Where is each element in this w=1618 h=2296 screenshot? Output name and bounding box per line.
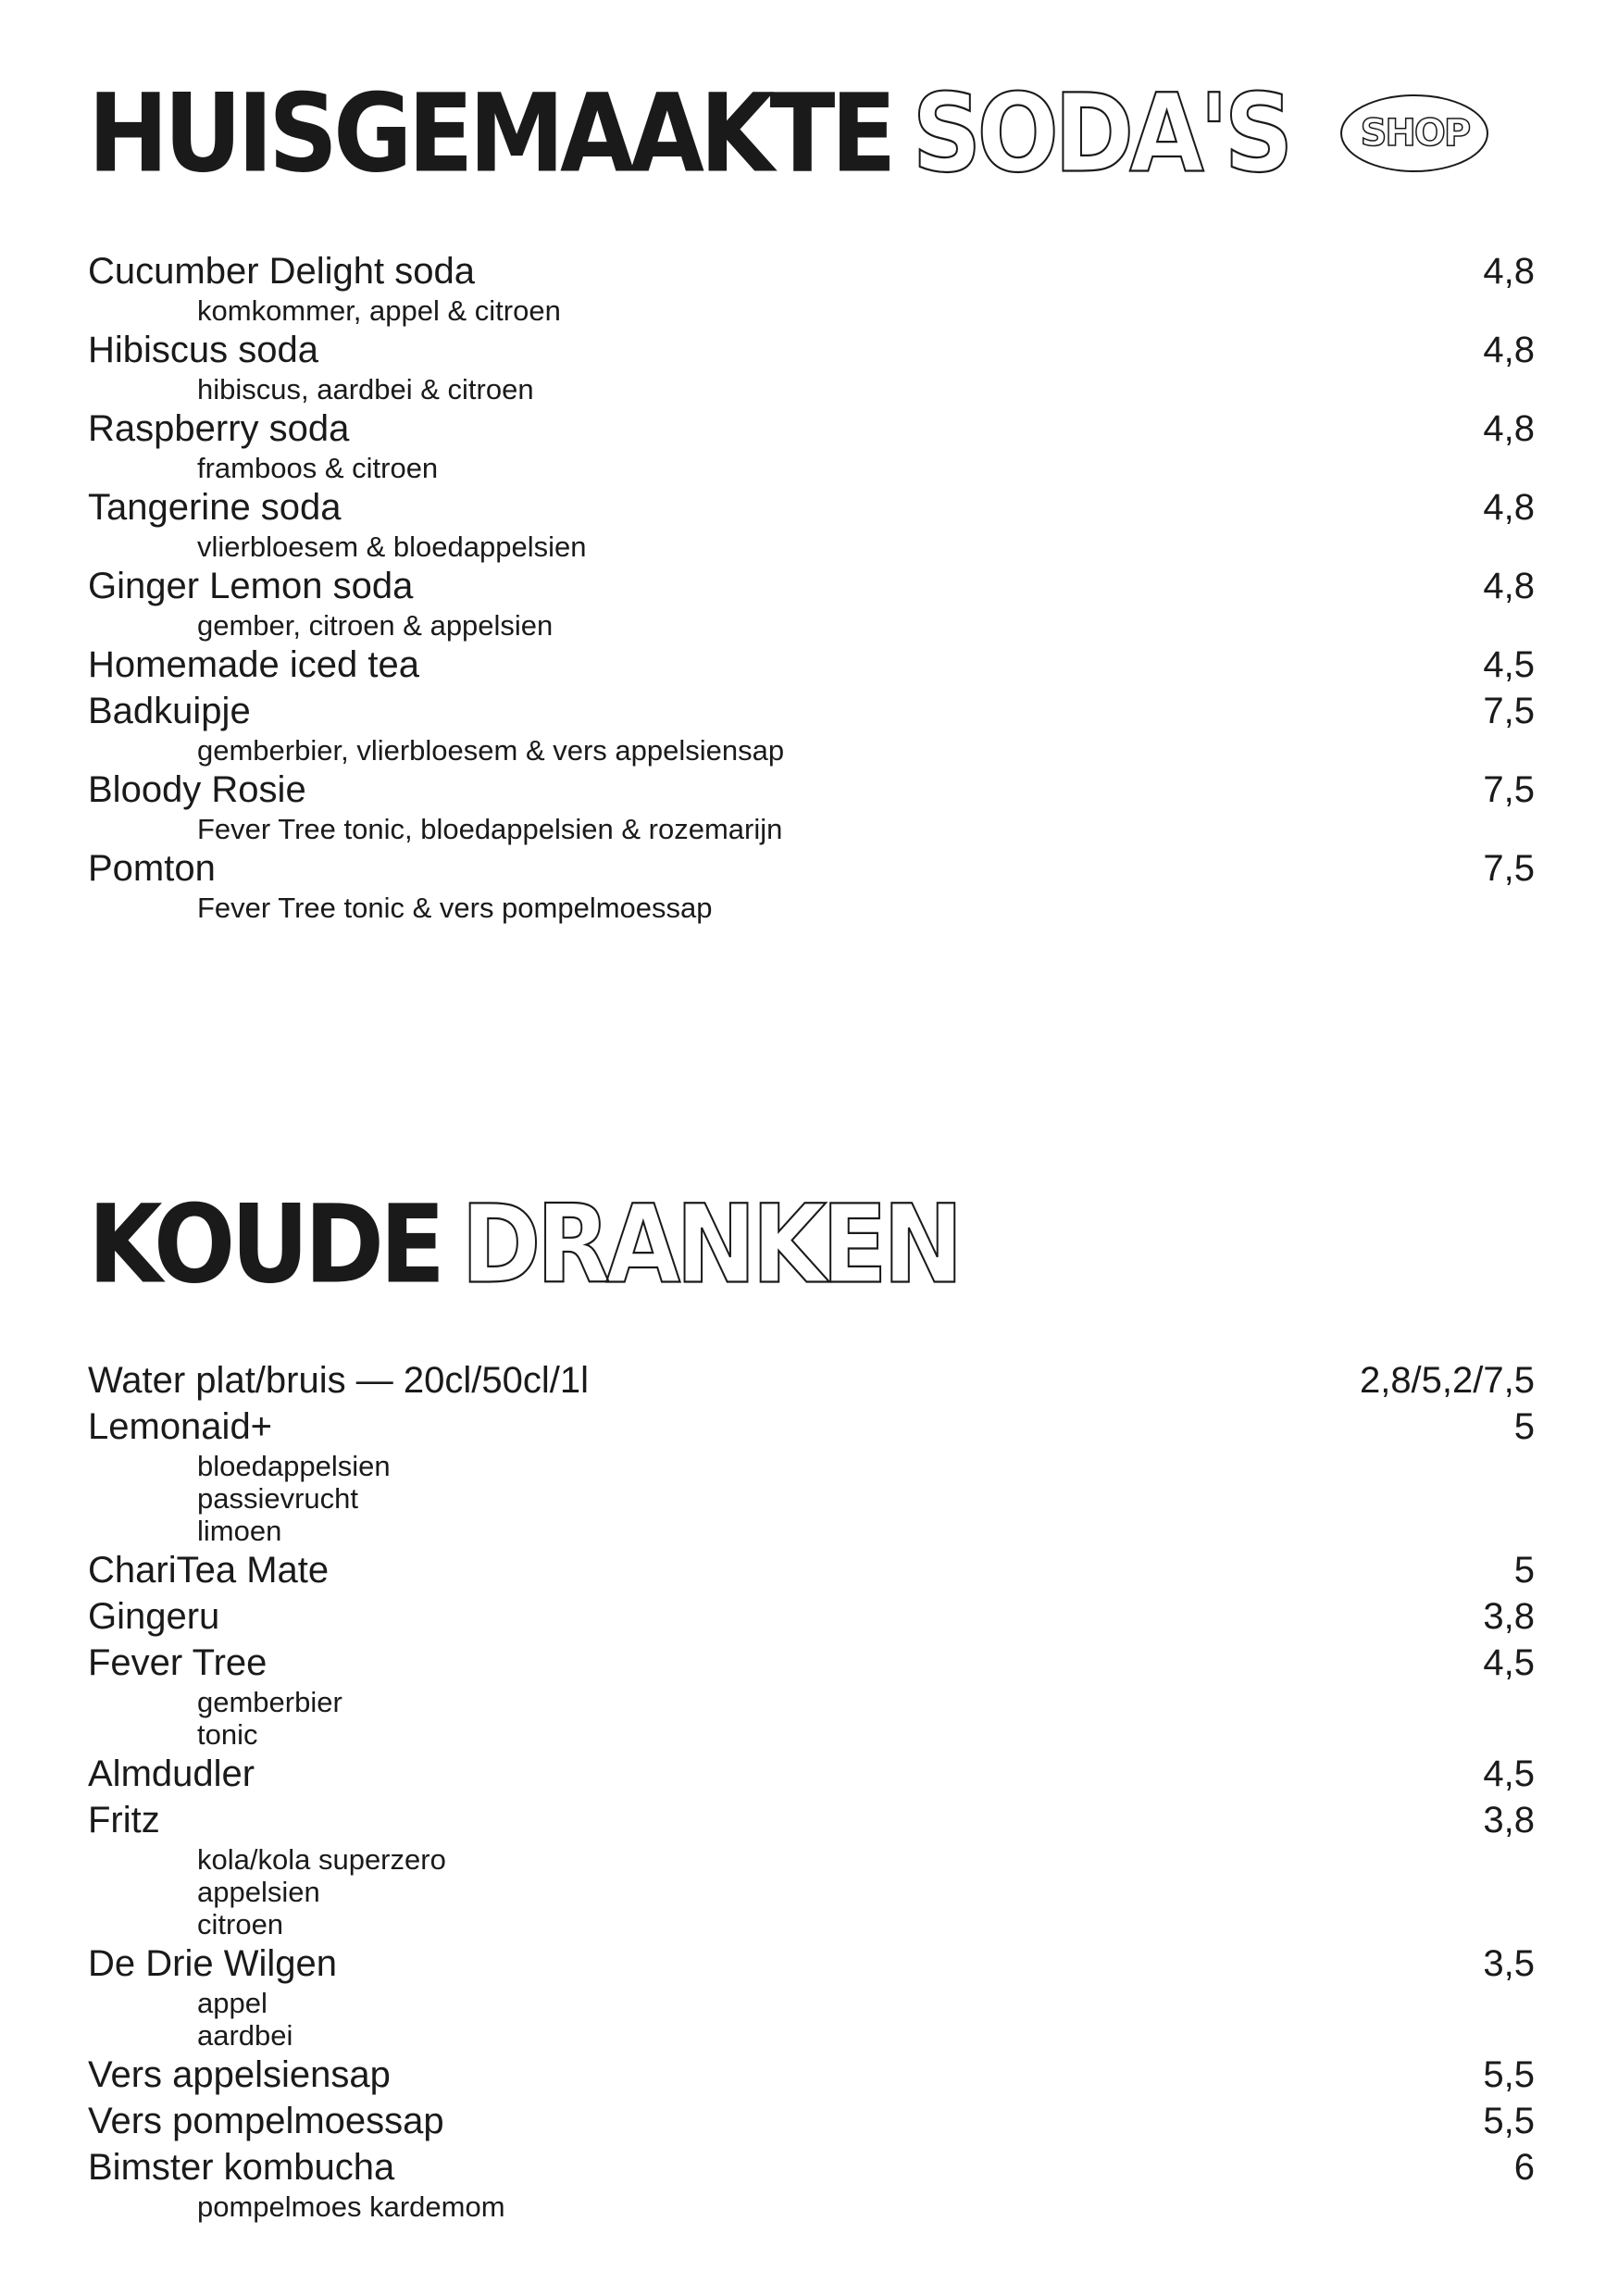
item-description [197,452,1535,484]
menu-item [88,2052,1535,2098]
menu-list [88,248,1535,924]
menu-item [88,563,1535,642]
heading-solid: HUISGEMAAKTE [88,69,892,197]
menu-item-row [88,1640,1535,1686]
menu-item-row [88,2098,1535,2144]
item-name: Fever Tree [88,1642,268,1683]
item-price: 5 [1513,1406,1535,1447]
item-name: Ginger Lemon soda [88,566,414,606]
menu-item-row [88,406,1535,452]
item-description-line: gemberbier [197,1686,342,1718]
menu-item-row [88,484,1535,530]
section-heading [88,1180,1535,1308]
shop-badge[interactable] [1340,94,1488,172]
item-price: 3,8 [1483,1596,1535,1637]
menu-item [88,2144,1535,2223]
item-name: Water plat/bruis — 20cl/50cl/1l [88,1360,589,1401]
item-description-line: framboos & citroen [197,452,439,484]
menu-item [88,1797,1535,1940]
item-name: Gingeru [88,1596,220,1637]
item-name: Pomton [88,848,216,889]
item-description-line: gemberbier, vlierbloesem & vers appelsiensap [197,734,785,767]
menu-item-row [88,845,1535,892]
item-name: Tangerine soda [88,487,342,528]
item-name: Hibiscus soda [88,330,319,370]
item-price: 4,8 [1483,487,1535,528]
item-name: Raspberry soda [88,408,350,449]
item-description [197,609,1535,642]
menu-item-row [88,248,1535,294]
menu-item [88,688,1535,767]
menu-item [88,1751,1535,1797]
item-name: De Drie Wilgen [88,1943,337,1984]
item-price: 4,8 [1483,330,1535,370]
item-description-line: Fever Tree tonic, bloedappelsien & rozemarijn [197,813,783,845]
menu-item [88,767,1535,845]
item-description-line: tonic [197,1718,258,1751]
item-price: 3,5 [1483,1943,1535,1984]
menu-item-row [88,688,1535,734]
item-name: Badkuipje [88,691,251,731]
item-description-line: appelsien [197,1876,320,1908]
menu-item [88,1404,1535,1547]
item-description [197,1450,1535,1547]
item-price: 5,5 [1483,2054,1535,2095]
menu-item [88,1940,1535,2052]
item-description [197,813,1535,845]
item-name: Vers pompelmoessap [88,2101,444,2141]
item-description [197,2190,1535,2223]
shop-badge-label: SHOP [1360,112,1470,155]
item-name: Bloody Rosie [88,769,306,810]
section-heading [88,69,1535,197]
menu-item [88,327,1535,406]
item-description-line: pompelmoes kardemom [197,2190,505,2223]
item-name: Cucumber Delight soda [88,251,475,292]
menu-item-row [88,1357,1535,1404]
item-description-line: gember, citroen & appelsien [197,609,554,642]
menu-item-row [88,1940,1535,1987]
menu-item-row [88,642,1535,688]
item-price: 4,8 [1483,566,1535,606]
section-huisgemaakte-sodas [88,69,1535,924]
item-description-line: appel [197,1987,268,2019]
menu-item-row [88,1404,1535,1450]
item-name: ChariTea Mate [88,1550,330,1591]
item-price: 2,8/5,2/7,5 [1359,1360,1535,1401]
item-description-line: vlierbloesem & bloedappelsien [197,530,587,563]
item-price: 4,8 [1483,408,1535,449]
menu-item-row [88,1593,1535,1640]
menu-item-row [88,2052,1535,2098]
item-description-line: komkommer, appel & citroen [197,294,561,327]
item-price: 7,5 [1483,848,1535,889]
item-price: 7,5 [1483,691,1535,731]
item-description [197,1987,1535,2052]
item-description [197,1686,1535,1751]
item-price: 7,5 [1483,769,1535,810]
item-description-line: aardbei [197,2019,293,2052]
menu-item-row [88,1547,1535,1593]
menu-item-row [88,563,1535,609]
item-price: 5 [1513,1550,1535,1591]
item-name: Almdudler [88,1753,255,1794]
item-description-line: kola/kola superzero [197,1843,446,1876]
item-name: Homemade iced tea [88,644,419,685]
item-description [197,294,1535,327]
section-koude-dranken [88,1180,1535,2223]
heading-solid: KOUDE [88,1180,442,1308]
item-price: 3,8 [1483,1800,1535,1841]
item-description-line: bloedappelsien [197,1450,391,1482]
item-price: 4,5 [1483,1753,1535,1794]
menu-item [88,248,1535,327]
menu-item [88,1640,1535,1751]
item-name: Lemonaid+ [88,1406,273,1447]
item-price: 4,5 [1483,644,1535,685]
item-name: Fritz [88,1800,160,1841]
menu-item [88,484,1535,563]
item-description [197,734,1535,767]
menu-item-row [88,767,1535,813]
menu-item [88,1547,1535,1593]
item-description-line: limoen [197,1515,282,1547]
menu-item [88,406,1535,484]
menu-item [88,1593,1535,1640]
item-description-line: passievrucht [197,1482,359,1515]
item-description [197,892,1535,924]
item-description-line: citroen [197,1908,284,1940]
item-price: 4,8 [1483,251,1535,292]
menu-item-row [88,1797,1535,1843]
item-description [197,1843,1535,1940]
menu-item-row [88,327,1535,373]
item-price: 6 [1513,2147,1535,2188]
item-description [197,530,1535,563]
item-name: Bimster kombucha [88,2147,395,2188]
heading-outline: SODA'S [912,69,1289,197]
menu-item [88,642,1535,688]
item-description [197,373,1535,406]
heading-outline: DRANKEN [461,1180,959,1308]
menu-list [88,1357,1535,2223]
menu-item [88,2098,1535,2144]
item-description-line: hibiscus, aardbei & citroen [197,373,534,406]
item-price: 4,5 [1483,1642,1535,1683]
item-name: Vers appelsiensap [88,2054,391,2095]
item-price: 5,5 [1483,2101,1535,2141]
menu-item [88,845,1535,924]
menu-item-row [88,1751,1535,1797]
item-description-line: Fever Tree tonic & vers pompelmoessap [197,892,713,924]
menu-item-row [88,2144,1535,2190]
menu-item [88,1357,1535,1404]
